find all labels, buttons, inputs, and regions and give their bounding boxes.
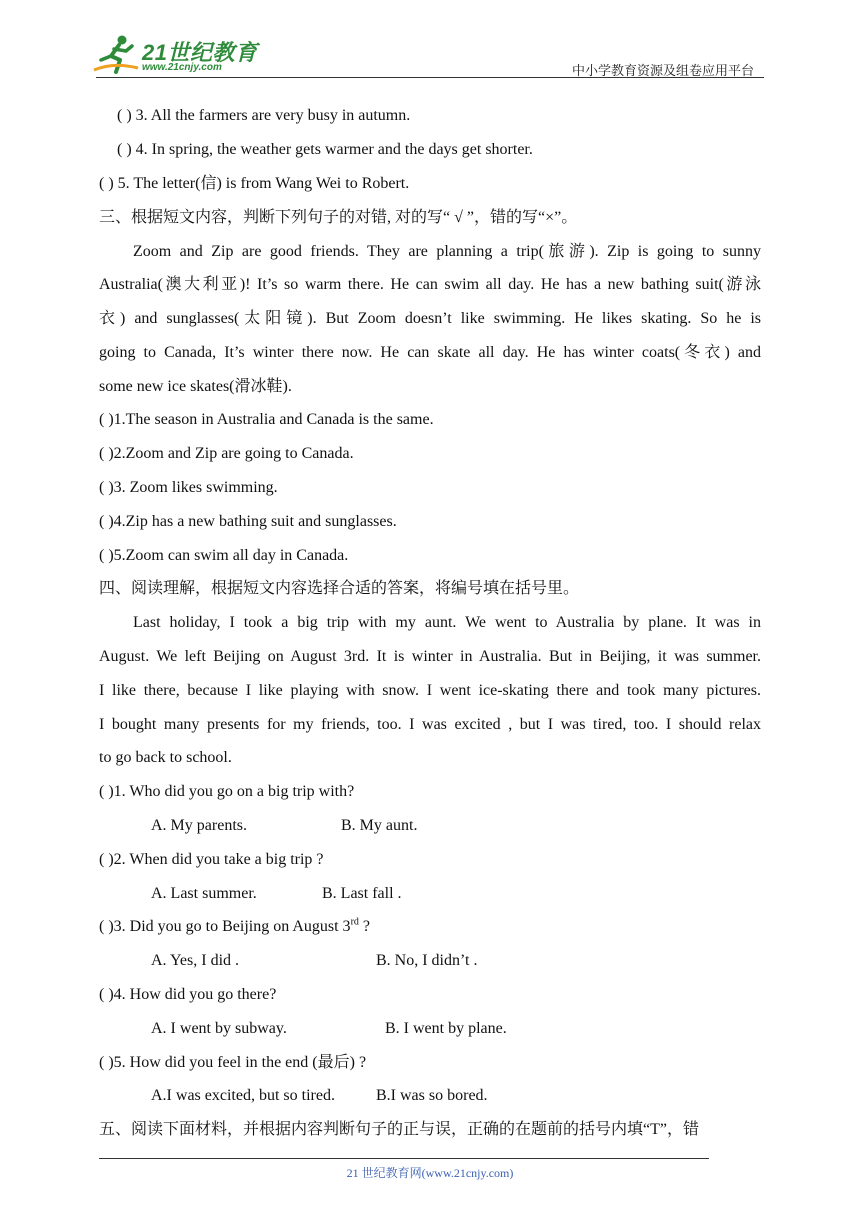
s4-q3-option-a: A. Yes, I did .: [151, 952, 240, 969]
s4-q3-ordinal-suffix: rd: [350, 916, 359, 928]
s4-q4-option-a: A. I went by subway.: [151, 1020, 287, 1037]
s2-question-5: ( ) 5. The letter(信) is from Wang Wei to Robert.: [99, 175, 410, 192]
site-logo: [92, 34, 262, 78]
s4-passage-line-2: August. We left Beijing on August 3rd. It is winter in Australia. But in Beijing, it was summer.: [99, 648, 761, 665]
footer-text: 21 世纪教育网(www.21cnjy.com): [346, 1166, 514, 1180]
s3-passage-line-1: Zoom and Zip are good friends. They are planning a trip(旅游). Zip is going to sunny: [133, 243, 761, 260]
s4-passage-line-5: to go back to school.: [99, 749, 232, 766]
s3-passage-line-2: Australia(澳大利亚)! It’s so warm there. He can swim all day. He has a new bathing suit(游泳: [99, 276, 761, 293]
s4-passage-line-4: I bought many presents for my friends, too. I was excited , but I was tired, too. I should relax: [99, 716, 761, 733]
page-header: [0, 0, 860, 80]
logo-text: 21世纪教育: [142, 40, 258, 65]
s3-question-5: ( )5.Zoom can swim all day in Canada.: [99, 547, 349, 564]
s4-q3-stem-end: ?: [358, 918, 371, 935]
s3-heading: 三、根据短文内容，判断下列句子的对错, 对的写“ √ ”，错的写“×”。: [99, 209, 578, 226]
s4-q1-option-a: A. My parents.: [151, 817, 247, 834]
s4-question-2: ( )2. When did you take a big trip ?: [99, 851, 324, 868]
s5-heading: 五、阅读下面材料，并根据内容判断句子的正与误，正确的在题前的括号内填“T”，错: [99, 1121, 699, 1138]
s4-q4-option-b: B. I went by plane.: [385, 1020, 507, 1037]
s3-question-1: ( )1.The season in Australia and Canada is the same.: [99, 411, 434, 428]
s4-question-5: ( )5. How did you feel in the end (最后) ?: [99, 1054, 367, 1071]
s4-q2-option-b: B. Last fall .: [322, 885, 402, 902]
s4-passage-line-1: Last holiday, I took a big trip with my aunt. We went to Australia by plane. It was in: [133, 614, 761, 631]
s3-question-4: ( )4.Zip has a new bathing suit and sunglasses.: [99, 513, 397, 530]
s4-question-1: ( )1. Who did you go on a big trip with?: [99, 783, 355, 800]
s3-question-2: ( )2.Zoom and Zip are going to Canada.: [99, 445, 354, 462]
s2-question-3: ( ) 3. All the farmers are very busy in autumn.: [117, 107, 411, 124]
s4-question-3: [99, 917, 370, 937]
runner-logo-icon: [92, 34, 140, 76]
s3-passage-line-5: some new ice skates(滑冰鞋).: [99, 378, 292, 395]
logo-url: www.21cnjy.com: [142, 62, 222, 73]
s4-question-4: ( )4. How did you go there?: [99, 986, 277, 1003]
s2-question-4: ( ) 4. In spring, the weather gets warmer and the days get shorter.: [117, 141, 533, 158]
header-platform-name: 中小学教育资源及组卷应用平台: [571, 64, 754, 79]
s3-passage-line-3: 衣) and sunglasses(太阳镜). But Zoom doesn’t like swimming. He likes skating. So he is: [99, 310, 761, 327]
s4-heading: 四、阅读理解，根据短文内容选择合适的答案，将编号填在括号里。: [99, 580, 580, 597]
footer-divider: [99, 1158, 709, 1159]
s4-q5-option-b: B.I was so bored.: [376, 1087, 488, 1104]
s4-passage-line-3: I like there, because I like playing with snow. I went ice-skating there and took many pictures.: [99, 682, 761, 699]
s3-question-3: ( )3. Zoom likes swimming.: [99, 479, 278, 496]
header-divider: [96, 77, 764, 78]
s4-q5-option-a: A.I was excited, but so tired.: [151, 1087, 335, 1104]
s4-q2-option-a: A. Last summer.: [151, 885, 257, 902]
s4-q1-option-b: B. My aunt.: [341, 817, 418, 834]
s4-q3-option-b: B. No, I didn’t .: [376, 952, 478, 969]
s3-passage-line-4: going to Canada, It’s winter there now. He can skate all day. He has winter coats(冬衣) and: [99, 344, 761, 361]
s4-q3-stem: ( )3. Did you go to Beijing on August 3: [99, 918, 351, 935]
